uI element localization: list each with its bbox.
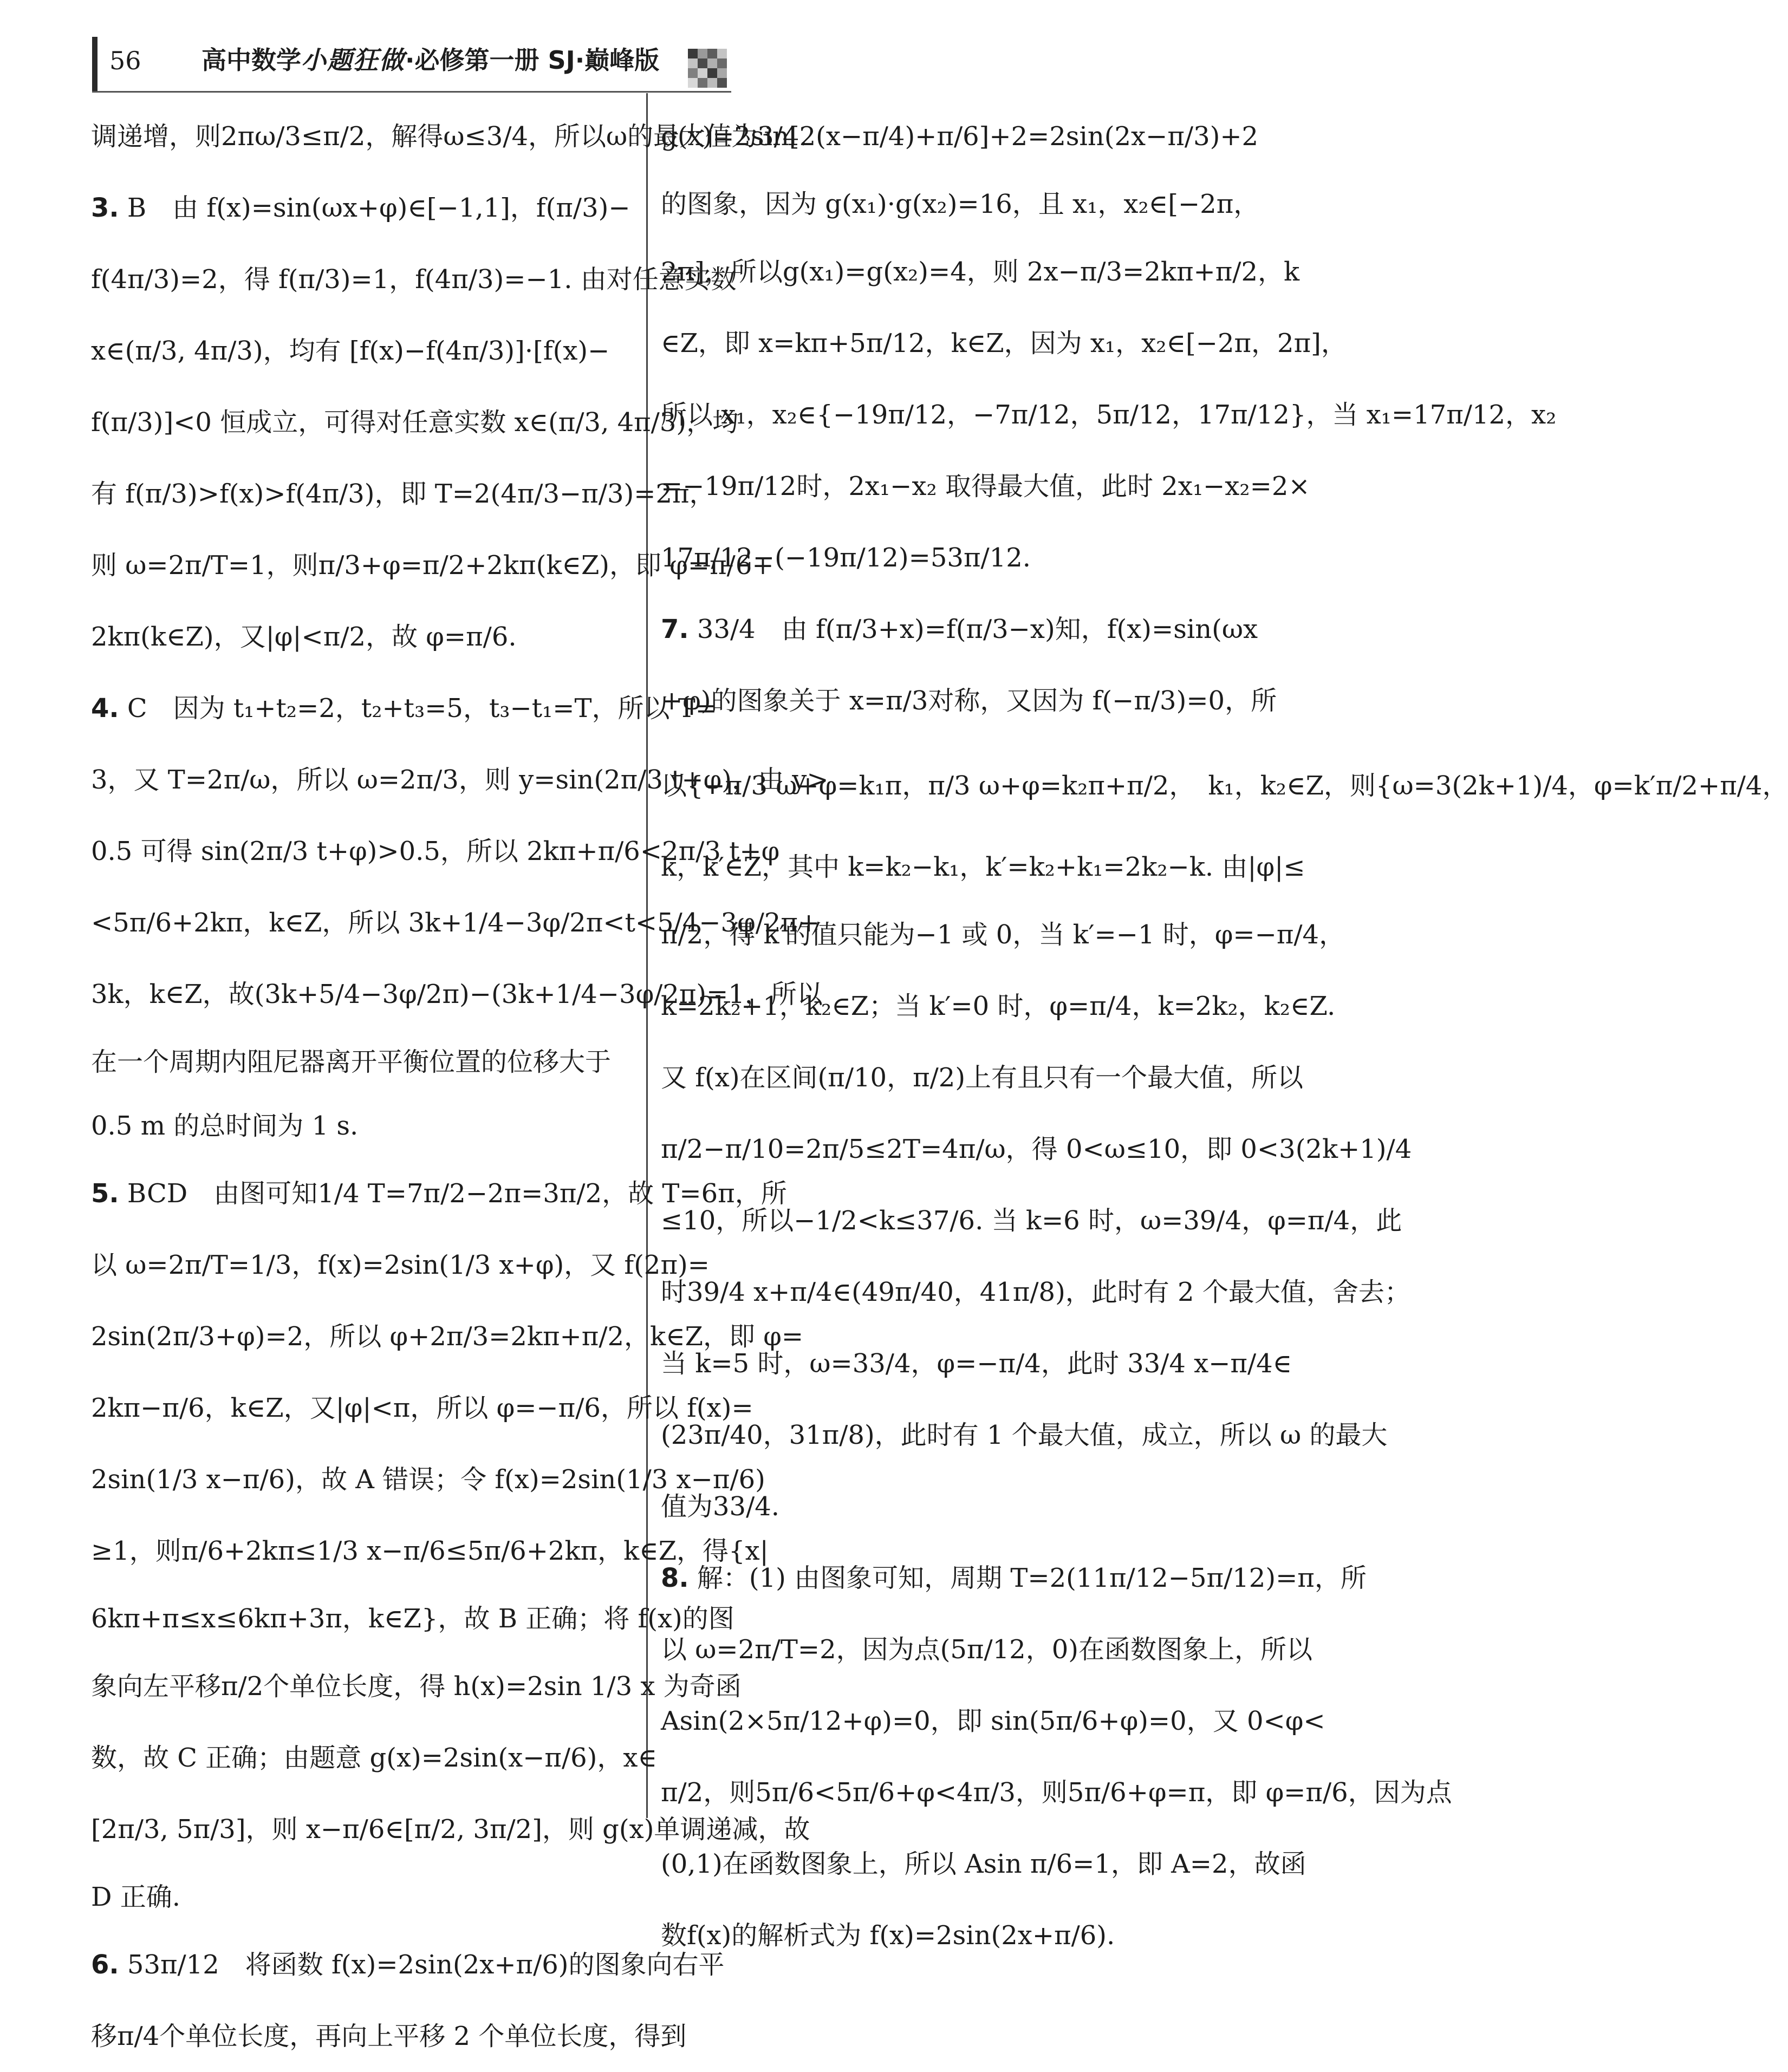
text-line: [91, 959, 823, 1030]
text-line: [91, 172, 633, 244]
text-line: [661, 1328, 1292, 1399]
line-text: [2π/3, 5π/3]，则 x−π/6∈[π/2, 3π/2]，则 g(x)单调递减，故: [91, 1814, 810, 1845]
mosaic-tile: [717, 68, 727, 78]
text-line: [91, 1722, 658, 1794]
text-line: [661, 1757, 1452, 1828]
line-text: 象向左平移π/2个单位长度，得 h(x)=2sin 1/3 x 为奇函: [91, 1671, 742, 1702]
text-line: [661, 451, 1310, 522]
line-text: f(4π/3)=2，得 f(π/3)=1，f(4π/3)=−1. 由对任意实数: [91, 264, 737, 295]
line-text: 17π/12−(−19π/12)=53π/12.: [661, 543, 1031, 573]
mosaic-tile: [698, 49, 707, 58]
line-text: 当 k=5 时，ω=33/4，φ=−π/4，此时 33/4 x−π/4∈: [661, 1348, 1292, 1379]
line-text: (0,1)在函数图象上，所以 Asin π/6=1，即 A=2，故函: [661, 1849, 1306, 1879]
text-line: [661, 308, 1347, 379]
text-line: [661, 594, 1258, 665]
text-line: [661, 101, 1259, 172]
line-text: 2kπ−π/6，k∈Z，又|φ|<π，所以 φ=−π/6，所以 f(x)=: [91, 1393, 753, 1423]
line-text: 以 ω=2π/T=2，因为点(5π/12，0)在函数图象上，所以: [661, 1634, 1312, 1665]
text-line: [91, 1030, 633, 1094]
text-line: [91, 1515, 769, 1587]
problem-number: 3.: [91, 193, 119, 223]
text-line: [91, 530, 774, 601]
line-text: π/2，得 k′的值只能为−1 或 0，当 k′=−1 时，φ=−π/4，: [661, 920, 1345, 950]
text-line: [91, 101, 808, 172]
text-line: [91, 1794, 810, 1865]
text-line: [91, 1301, 804, 1372]
problem-number: 8.: [661, 1563, 689, 1593]
text-line: [91, 1865, 633, 1929]
line-text: k，k′∈Z，其中 k=k₂−k₁，k′=k₂+k₁=2k₂−k. 由|φ|≤: [661, 852, 1305, 882]
right-column: [661, 101, 1788, 1971]
text-line: [661, 970, 1336, 1042]
line-text: D 正确.: [91, 1882, 181, 1912]
line-text: 2π]，所以g(x₁)=g(x₂)=4，则 2x−π/3=2kπ+π/2，k: [661, 257, 1300, 287]
line-text: 所以 x₁，x₂∈{−19π/12，−7π/12，5π/12，17π/12}，当 x₁=17π/12，x₂: [661, 400, 1557, 430]
line-text: π/2，则5π/6<5π/6+φ<4π/3，则5π/6+φ=π，即 φ=π/6，因为点: [661, 1777, 1452, 1808]
mosaic-tile: [698, 58, 707, 68]
text-line: [661, 1542, 1367, 1614]
text-line: [91, 744, 829, 816]
line-text: ∈Z，即 x=kπ+5π/12，k∈Z，因为 x₁，x₂∈[−2π，2π]，: [661, 328, 1347, 359]
line-text: 数，故 C 正确；由题意 g(x)=2sin(x−π/6)，x∈: [91, 1743, 658, 1773]
line-text: <5π/6+2kπ，k∈Z，所以 3k+1/4−3φ/2π<t<5/4−3φ/2π+: [91, 908, 820, 938]
text-line: [661, 379, 1557, 451]
line-text: +φ)的图象关于 x=π/3对称，又因为 f(−π/3)=0，所: [661, 686, 1277, 716]
text-line: [91, 1094, 633, 1158]
book-title-suffix: ·必修第一册 SJ·巅峰版: [405, 45, 660, 75]
page-number: 56: [109, 46, 141, 75]
line-text: ≤10，所以−1/2<k≤37/6. 当 k=6 时，ω=39/4，φ=π/4，此: [661, 1206, 1402, 1236]
line-text: 值为33/4.: [661, 1491, 780, 1522]
line-text: ≥1，则π/6+2kπ≤1/3 x−π/6≤5π/6+2kπ，k∈Z，得{x|: [91, 1536, 769, 1566]
text-line: [91, 458, 716, 530]
line-text: C 因为 t₁+t₂=2，t₂+t₃=5，t₃−t₁=T，所以 T=: [119, 693, 717, 724]
line-text: 2sin(1/3 x−π/6)，故 A 错误；令 f(x)=2sin(1/3 x−π/6): [91, 1464, 765, 1495]
text-line: [661, 665, 1277, 737]
line-text: g(x)=2sin[2(x−π/4)+π/6]+2=2sin(2x−π/3)+2: [661, 121, 1259, 152]
mosaic-tile: [698, 78, 707, 88]
text-line: [91, 601, 633, 673]
text-line: [661, 172, 1260, 236]
line-text: 2sin(2π/3+φ)=2，所以 φ+2π/3=2kπ+π/2，k∈Z，即 φ=: [91, 1321, 804, 1352]
text-line: [91, 816, 780, 887]
problem-number: 5.: [91, 1178, 119, 1209]
line-text: 调递增，则2πω/3≤π/2，解得ω≤3/4，所以ω的最大值为3/4.: [91, 121, 808, 152]
line-text: 3k，k∈Z，故(3k+5/4−3φ/2π)−(3k+1/4−3φ/2π)=1，所以: [91, 979, 823, 1009]
line-text: 以 ω=2π/T=1/3，f(x)=2sin(1/3 x+φ)，又 f(2π)=: [91, 1250, 710, 1280]
text-line: [91, 1929, 725, 2001]
problem-number: 4.: [91, 693, 119, 724]
mosaic-tile: [688, 49, 698, 58]
text-line: [661, 1685, 1325, 1757]
text-line: [661, 1614, 1312, 1685]
line-text: 0.5 可得 sin(2π/3 t+φ)>0.5，所以 2kπ+π/6<2π/3 t+φ: [91, 836, 780, 866]
line-text: B 由 f(x)=sin(ωx+φ)∈[−1,1]，f(π/3)−: [119, 193, 630, 223]
text-line: [661, 236, 1300, 308]
line-text: 解：(1) 由图象可知，周期 T=2(11π/12−5π/12)=π，所: [688, 1563, 1367, 1593]
line-text: 数f(x)的解析式为 f(x)=2sin(2x+π/6).: [661, 1920, 1115, 1951]
text-line: [661, 1185, 1402, 1256]
line-text: π/2−π/10=2π/5≤2T=4π/ω，得 0<ω≤10，即 0<3(2k+1)/4: [661, 1134, 1412, 1164]
mosaic-tile: [707, 49, 717, 58]
header-mosaic-icon: [688, 49, 727, 88]
line-text: 0.5 m 的总时间为 1 s.: [91, 1111, 359, 1141]
mosaic-tile: [688, 78, 698, 88]
text-line: [91, 673, 717, 744]
text-line: [91, 887, 820, 959]
line-text: 在一个周期内阻尼器离开平衡位置的位移大于: [91, 1047, 612, 1077]
book-title: [201, 43, 659, 77]
text-line: [91, 1158, 787, 1229]
line-text: 则 ω=2π/T=1，则π/3+φ=π/2+2kπ(k∈Z)，即 φ=π/6+: [91, 550, 774, 581]
mosaic-tile: [717, 49, 727, 58]
mosaic-tile: [707, 58, 717, 68]
book-title-prefix: 高中数学: [201, 45, 301, 75]
line-text: Asin(2×5π/12+φ)=0，即 sin(5π/6+φ)=0，又 0<φ<: [661, 1706, 1325, 1736]
line-text: (23π/40，31π/8)，此时有 1 个最大值，成立，所以 ω 的最大: [661, 1420, 1388, 1450]
mosaic-tile: [707, 78, 717, 88]
text-line: [661, 899, 1345, 970]
text-line: [661, 1471, 1202, 1542]
text-line: [91, 1372, 753, 1444]
text-line: [91, 1587, 734, 1651]
line-text: 53π/12 将函数 f(x)=2sin(2x+π/6)的图象向右平: [119, 1950, 725, 1980]
text-line: [91, 1229, 710, 1301]
text-line: [91, 315, 633, 387]
line-text: 又 f(x)在区间(π/10，π/2)上有且只有一个最大值，所以: [661, 1063, 1304, 1093]
text-line: [661, 1399, 1388, 1471]
line-text: BCD 由图可知1/4 T=7π/2−2π=3π/2，故 T=6π，所: [119, 1178, 787, 1209]
line-text: 2kπ(k∈Z)，又|φ|<π/2，故 φ=π/6.: [91, 622, 517, 652]
text-line: [661, 1900, 1202, 1971]
header-rule: [92, 91, 731, 93]
line-text: x∈(π/3, 4π/3)，均有 [f(x)−f(4π/3)]·[f(x)−: [91, 336, 610, 366]
mosaic-tile: [688, 68, 698, 78]
line-text: 时39/4 x+π/4∈(49π/40，41π/8)，此时有 2 个最大值，舍去；: [661, 1277, 1410, 1307]
text-line: [661, 737, 1788, 835]
text-line: [661, 1828, 1306, 1900]
book-brand: 小题狂做: [301, 45, 405, 75]
text-line: [661, 522, 1202, 594]
text-line: [91, 244, 737, 315]
line-text: 有 f(π/3)>f(x)>f(4π/3)，即 T=2(4π/3−π/3)=2π，: [91, 479, 716, 509]
text-line: [661, 1113, 1412, 1185]
mosaic-tile: [688, 58, 698, 68]
line-text: 3，又 T=2π/ω，所以 ω=2π/3，则 y=sin(2π/3 t+φ)，由 y>: [91, 765, 829, 795]
problem-number: 7.: [661, 614, 689, 644]
line-text: 的图象，因为 g(x₁)·g(x₂)=16，且 x₁，x₂∈[−2π，: [661, 189, 1260, 219]
mosaic-tile: [707, 68, 717, 78]
line-text: 6kπ+π≤x≤6kπ+3π，k∈Z}，故 B 正确；将 f(x)的图: [91, 1604, 734, 1634]
text-line: [91, 387, 739, 458]
header-bar: [92, 37, 97, 91]
problem-number: 6.: [91, 1950, 119, 1980]
mosaic-tile: [717, 58, 727, 68]
text-line: [91, 2001, 687, 2072]
line-text: 33/4 由 f(π/3+x)=f(π/3−x)知，f(x)=sin(ωx: [688, 614, 1258, 644]
text-line: [661, 835, 1305, 899]
text-line: [661, 1042, 1304, 1113]
mosaic-tile: [717, 78, 727, 88]
line-text: k=2k₂+1，k₂∈Z；当 k′=0 时，φ=π/4，k=2k₂，k₂∈Z.: [661, 991, 1336, 1021]
text-line: [91, 1651, 742, 1722]
line-text: =−19π/12时，2x₁−x₂ 取得最大值，此时 2x₁−x₂=2×: [661, 471, 1310, 501]
line-text: f(π/3)]<0 恒成立，可得对任意实数 x∈(π/3, 4π/3)，均: [91, 407, 739, 438]
text-line: [661, 1256, 1410, 1328]
line-text: 移π/4个单位长度，再向上平移 2 个单位长度，得到: [91, 2021, 687, 2051]
line-text: 以{−π/3 ω+φ=k₁π，π/3 ω+φ=k₂π+π/2， k₁，k₂∈Z，则{ω=3(2k+1)/4，φ=k′π/2+π/4，: [661, 771, 1788, 801]
mosaic-tile: [698, 68, 707, 78]
